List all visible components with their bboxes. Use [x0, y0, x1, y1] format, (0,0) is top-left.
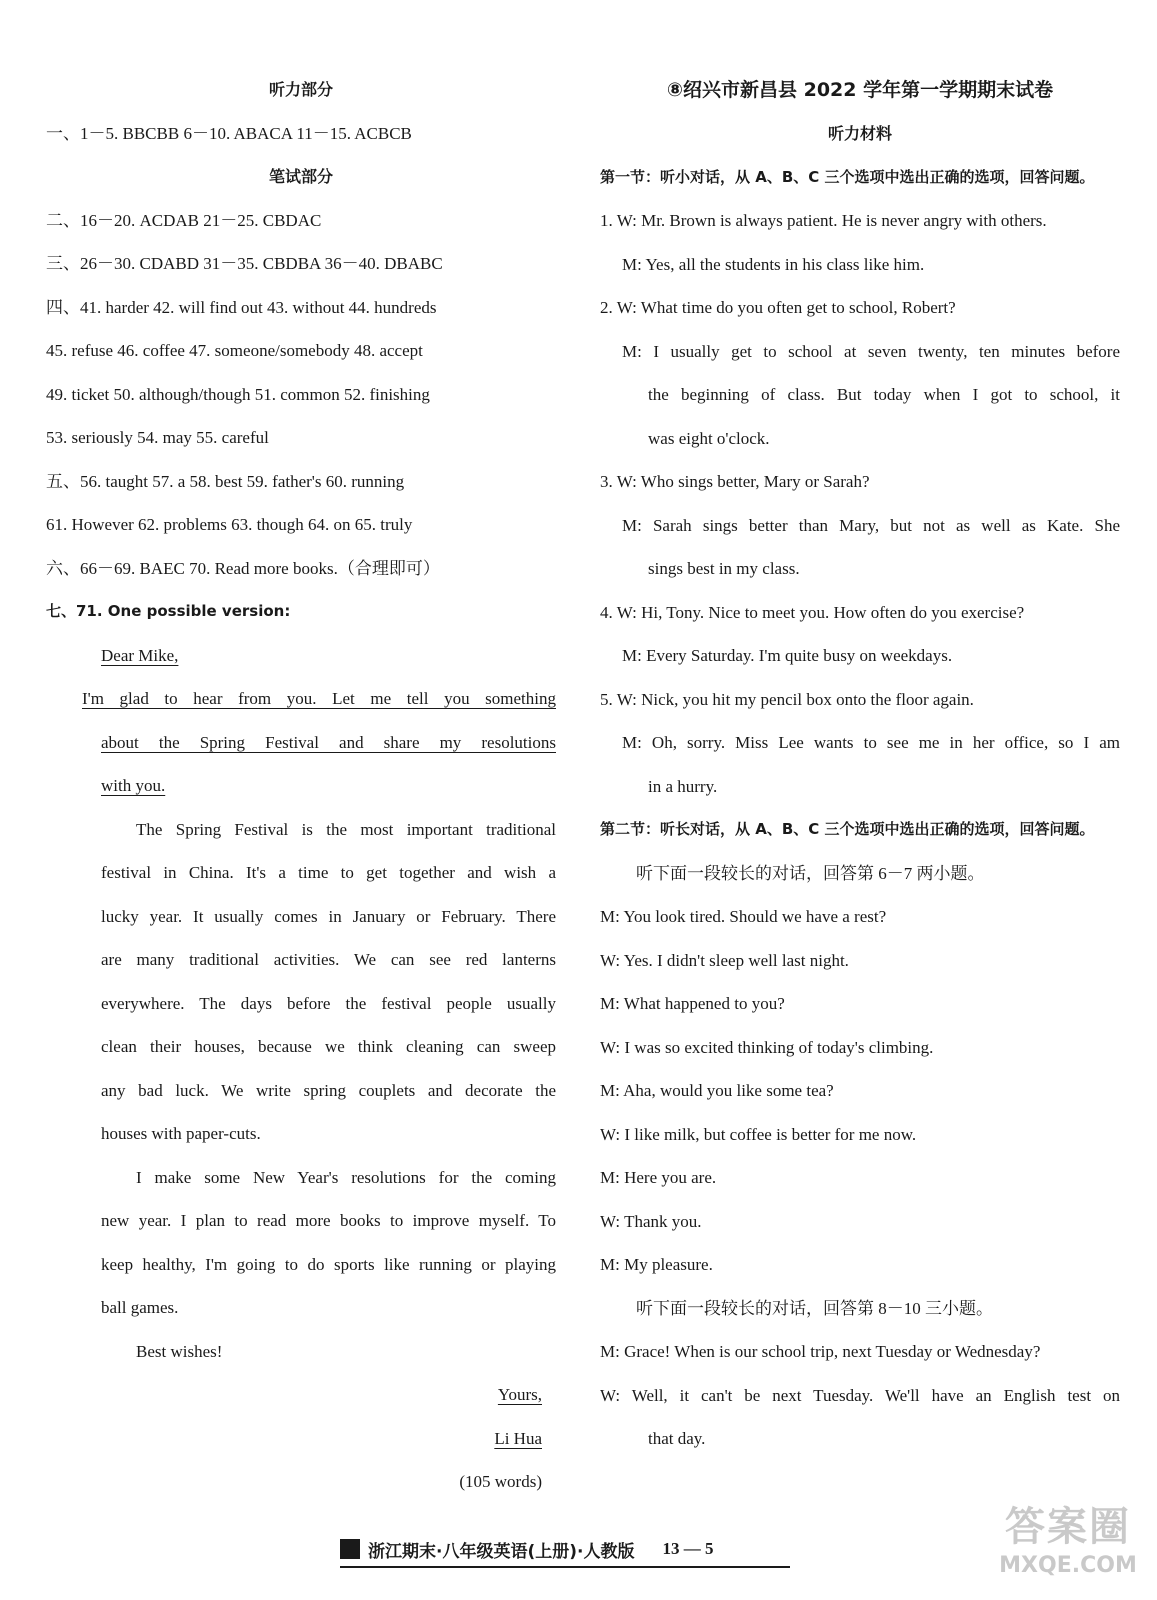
letter-p2-line: lucky year. It usually comes in January or February. There [101, 906, 556, 926]
answer-line-1: 一、1－5. BBCBB 6－10. ABACA 11－15. ACBCB [46, 123, 412, 143]
letter-p1-line: with you. [101, 776, 166, 795]
letter-p2-line: clean their houses, because we think cleaning can sweep [101, 1037, 556, 1056]
letter-p3-line: ball games. [101, 1298, 179, 1317]
left-column [46, 68, 556, 1504]
letter-p2-line: The Spring Festival is the most important traditional [136, 819, 556, 839]
conversation-line: W: Yes. I didn't sleep well last night. [600, 950, 849, 970]
answer-line-5: 45. refuse 46. coffee 47. someone/somebody 48. accept [46, 341, 423, 360]
listening-heading: 听力部分 [268, 80, 333, 99]
answer-line-7: 53. seriously 54. may 55. careful [46, 428, 269, 447]
conversation-intro: 听下面一段较长的对话，回答第 8－10 三小题。 [636, 1298, 993, 1318]
paper-title: ⑧绍兴市新昌县 2022 学年第一学期期末试卷 [666, 79, 1054, 101]
dialogue-line: M: Oh, sorry. Miss Lee wants to see me in her office, so I am [622, 733, 1120, 752]
conversation-intro: 听下面一段较长的对话，回答第 6－7 两小题。 [636, 863, 985, 883]
dialogue-line: was eight o'clock. [648, 428, 770, 448]
section-1-heading: 第一节：听小对话，从 A、B、C 三个选项中选出正确的选项，回答问题。 [600, 167, 1095, 186]
dialogue-line: M: Every Saturday. I'm quite busy on weekdays. [622, 646, 953, 665]
answer-line-10: 六、66－69. BAEC 70. Read more books.（合理即可） [46, 558, 440, 578]
answer-line-9: 61. However 62. problems 63. though 64. on 65. truly [46, 515, 413, 534]
section-2-heading: 第二节：听长对话，从 A、B、C 三个选项中选出正确的选项，回答问题。 [600, 820, 1095, 838]
watermark-logo: 答案圈 [1005, 1504, 1131, 1550]
conversation-line: M: Grace! When is our school trip, next Tuesday or Wednesday? [600, 1342, 1041, 1361]
letter-p3-line: keep healthy, I'm going to do sports like running or playing [101, 1254, 556, 1274]
footer-rule [340, 1566, 790, 1568]
letter-p1-line: about the Spring Festival and share my resolutions [101, 732, 556, 752]
letter-signature: Li Hua [494, 1428, 542, 1448]
paper-subtitle: 听力材料 [827, 124, 892, 143]
letter-p3-line: new year. I plan to read more books to improve myself. To [101, 1211, 556, 1230]
conversation-line: M: What happened to you? [600, 994, 785, 1013]
conversation-line: M: You look tired. Should we have a rest? [600, 907, 887, 926]
conversation-line: W: I like milk, but coffee is better for me now. [600, 1124, 917, 1144]
letter-p1-line: I'm glad to hear from you. Let me tell you something [82, 689, 556, 708]
letter-p2-line: everywhere. The days before the festival people usually [101, 993, 556, 1013]
answer-line-4: 四、41. harder 42. will find out 43. without 44. hundreds [46, 297, 437, 317]
letter-p2-line: festival in China. It's a time to get together and wish a [101, 863, 556, 882]
conversation-line: W: Thank you. [600, 1211, 702, 1231]
conversation-line: M: Aha, would you like some tea? [600, 1081, 834, 1100]
letter-p2-line: any bad luck. We write spring couplets and decorate the [101, 1080, 556, 1100]
conversation-line: W: I was so excited thinking of today's climbing. [600, 1037, 934, 1057]
watermark-url: MXQE.COM [999, 1553, 1137, 1578]
dialogue-line: 2. W: What time do you often get to school, Robert? [600, 298, 956, 317]
dialogue-line: 4. W: Hi, Tony. Nice to meet you. How often do you exercise? [600, 602, 1025, 622]
writing-heading: 七、71. One possible version: [46, 602, 291, 620]
square-icon [340, 1539, 360, 1559]
letter-closing: Best wishes! [136, 1341, 223, 1361]
dialogue-line: in a hurry. [648, 776, 718, 796]
conversation-line: M: Here you are. [600, 1168, 717, 1187]
conversation-line: M: My pleasure. [600, 1255, 713, 1274]
page-footer [340, 1532, 800, 1566]
answer-line-3: 三、26－30. CDABD 31－35. CBDBA 36－40. DBABC [46, 254, 443, 273]
right-column [600, 68, 1120, 1461]
letter-p2-line: are many traditional activities. We can see red lanterns [101, 950, 556, 969]
dialogue-line: 1. W: Mr. Brown is always patient. He is never angry with others. [600, 211, 1047, 230]
letter-p2-line: houses with paper-cuts. [101, 1124, 261, 1143]
footer-text: 浙江期末·八年级英语(上册)·人教版 [368, 1541, 635, 1562]
dialogue-line: the beginning of class. But today when I got to school, it [648, 385, 1120, 404]
conversation-line: that day. [648, 1429, 706, 1448]
dialogue-line: 3. W: Who sings better, Mary or Sarah? [600, 472, 870, 491]
letter-p3-line: I make some New Year's resolutions for the coming [136, 1167, 556, 1187]
page-number: 13 — 5 [662, 1539, 714, 1558]
dialogue-line: 5. W: Nick, you hit my pencil box onto the floor again. [600, 689, 974, 709]
watermark [993, 1502, 1143, 1588]
letter-salutation: Dear Mike, [101, 645, 179, 665]
letter-yours: Yours, [497, 1385, 542, 1404]
answer-line-8: 五、56. taught 57. a 58. best 59. father's 60. running [46, 471, 405, 491]
written-heading: 笔试部分 [268, 167, 333, 186]
answer-line-6: 49. ticket 50. although/though 51. common 52. finishing [46, 384, 430, 404]
dialogue-line: M: I usually get to school at seven twenty, ten minutes before [622, 341, 1120, 361]
answer-line-2: 二、16－20. ACDAB 21－25. CBDAC [46, 210, 322, 230]
conversation-line: W: Well, it can't be next Tuesday. We'll have an English test on [600, 1385, 1120, 1405]
dialogue-line: M: Yes, all the students in his class like him. [622, 254, 925, 274]
word-count: (105 words) [459, 1472, 542, 1491]
dialogue-line: M: Sarah sings better than Mary, but not as well as Kate. She [622, 515, 1120, 535]
dialogue-line: sings best in my class. [648, 559, 800, 578]
